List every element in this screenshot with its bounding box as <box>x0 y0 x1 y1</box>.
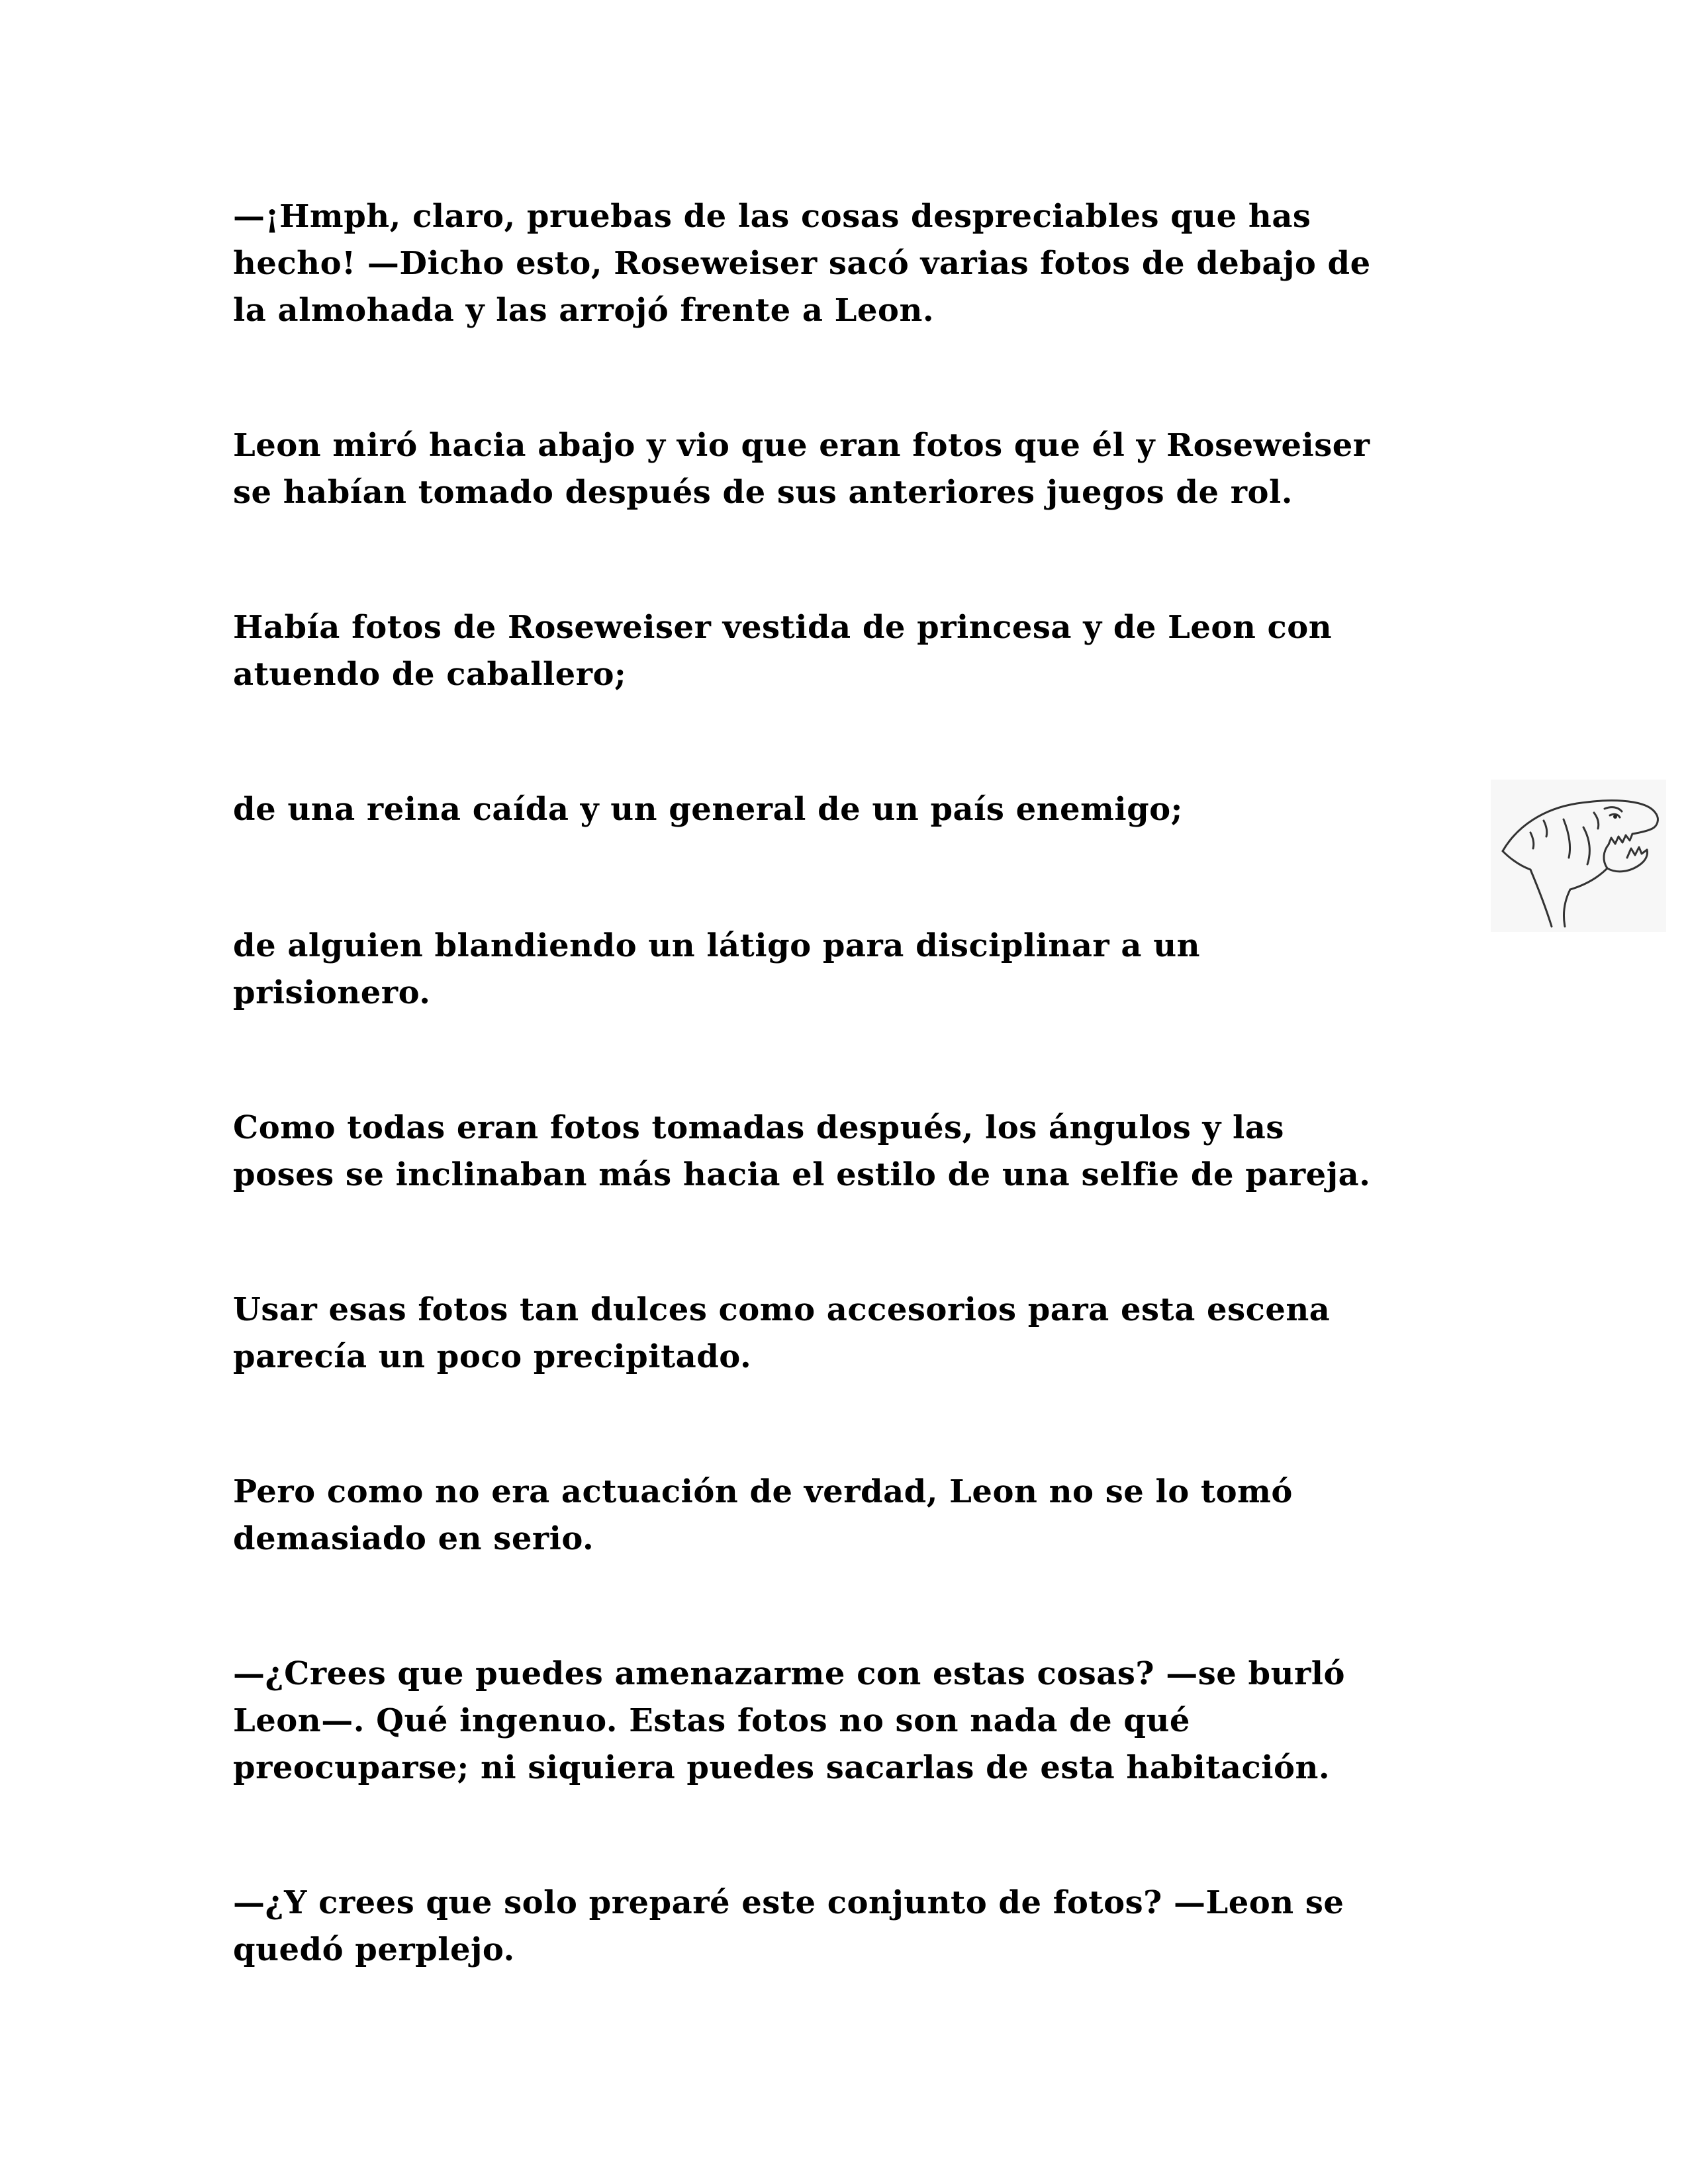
paragraph-8: Pero como no era actuación de verdad, Leon no se lo tomó demasiado en serio. <box>233 1473 1293 1557</box>
paragraph-5: de alguien blandiendo un látigo para disciplinar a un prisionero. <box>233 927 1201 1011</box>
paragraph-10: —¿Y crees que solo preparé este conjunto de fotos? —Leon se quedó perplejo. <box>233 1884 1344 1968</box>
dinosaur-head-sketch-icon <box>1491 780 1666 932</box>
paragraph-6: Como todas eran fotos tomadas después, los ángulos y las poses se inclinaban más hacia el estilo de una selfie de pareja. <box>233 1109 1371 1193</box>
paragraph-9: —¿Crees que puedes amenazarme con estas cosas? —se burló Leon—. Qué ingenuo. Estas fotos no son nada de qué preocuparse; ni siquiera puedes sacarlas de esta habitación. <box>233 1655 1346 1786</box>
paragraph-7: Usar esas fotos tan dulces como accesorios para esta escena parecía un poco precipitado. <box>233 1291 1331 1375</box>
paragraph-3: Había fotos de Roseweiser vestida de princesa y de Leon con atuendo de caballero; <box>233 609 1333 693</box>
paragraph-4: de una reina caída y un general de un país enemigo; <box>233 791 1183 828</box>
paragraph-2: Leon miró hacia abajo y vio que eran fotos que él y Roseweiser se habían tomado después de sus anteriores juegos de rol. <box>233 427 1370 511</box>
paragraph-1: —¡Hmph, claro, pruebas de las cosas despreciables que has hecho! —Dicho esto, Roseweiser sacó varias fotos de debajo de la almohada y las arrojó frente a Leon. <box>233 198 1371 329</box>
